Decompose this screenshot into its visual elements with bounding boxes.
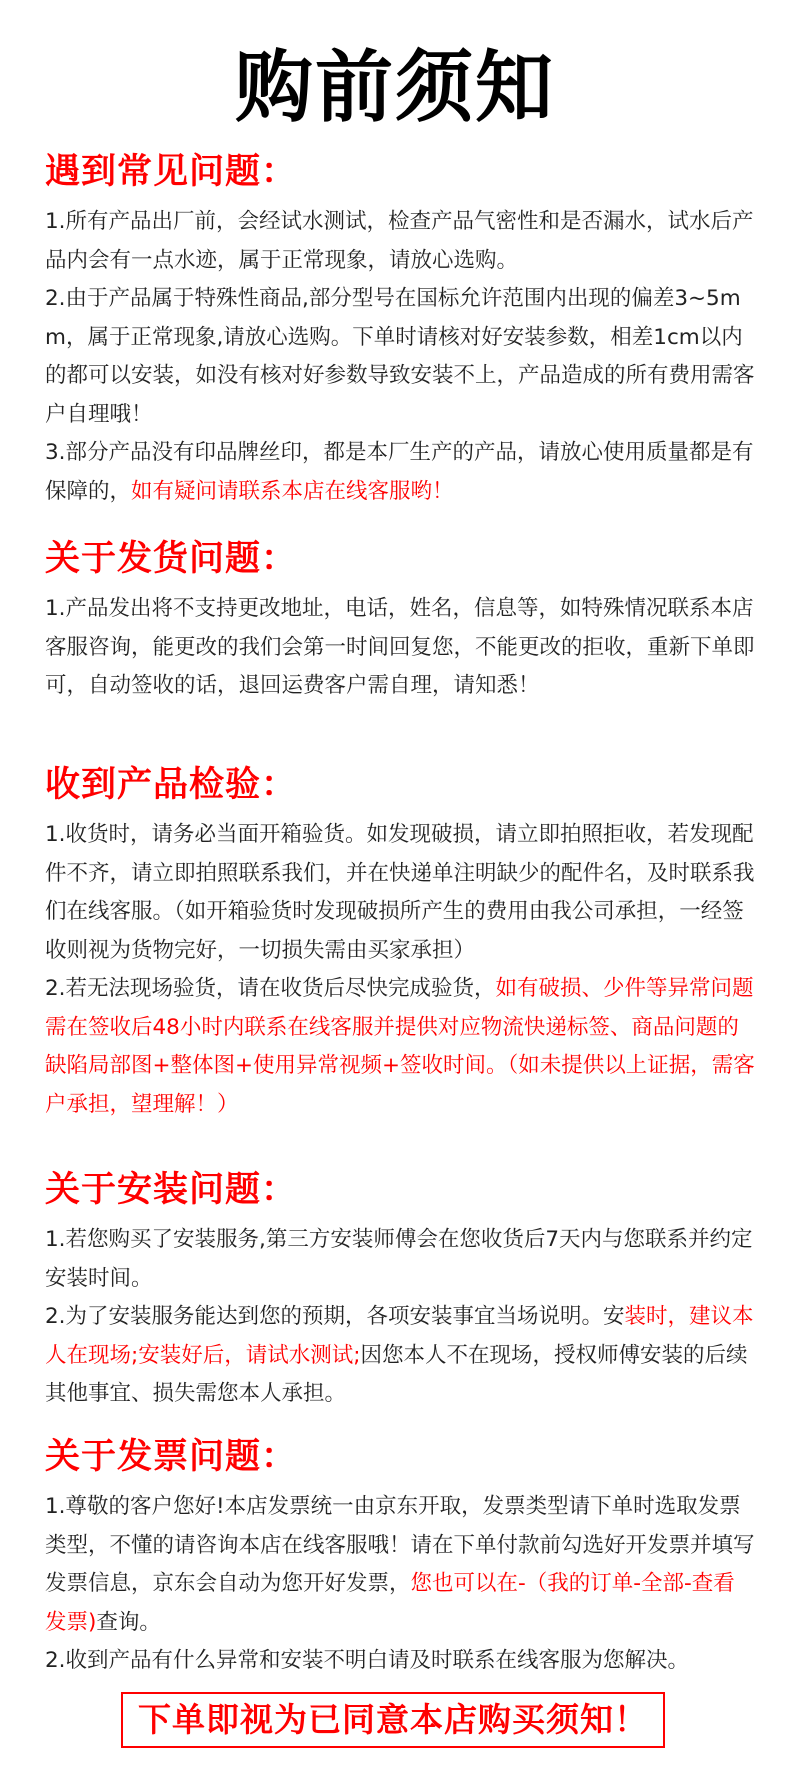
footer-notice: 下单即视为已同意本店购买须知！: [138, 1700, 648, 1739]
paragraph-text: 2.若无法现场验货，请在收货后尽快完成验货，: [45, 976, 496, 1001]
paragraph: [45, 816, 755, 970]
paragraph: [45, 970, 755, 1124]
page-title: 购前须知: [234, 43, 555, 133]
paragraph-tail-text: 查询。: [96, 1609, 161, 1635]
section-common-issues: [45, 150, 755, 511]
paragraph-text: 2.为了安装服务能达到您的预期，各项安装事宜当场说明。安: [45, 1304, 625, 1329]
paragraph-text: 1.所有产品出厂前，会经试水测试，检查产品气密性和是否漏水，试水后产品内会有一点水迹，属于正常现象，请放心选购。: [45, 209, 754, 273]
highlight-text: 如有破损、少件等异常问题需在签收后48小时内联系在线客服并提供对应物流快递标签、商品问题的缺陷局部图+整体图+使用异常视频+签收时间。（如未提供以上证据，需客户承担，望理解！）: [45, 976, 755, 1117]
paragraph: [45, 1298, 755, 1414]
section-heading: 关于安装问题：: [45, 1170, 298, 1210]
section-heading: 关于发货问题：: [45, 539, 298, 579]
section-shipping: [45, 537, 755, 706]
paragraph: [45, 1642, 755, 1681]
paragraph: [45, 590, 755, 706]
paragraph: [45, 1221, 755, 1298]
footer-notice-box: [121, 1692, 665, 1748]
paragraph-tail-text: 因您本人不在现场，授权师傅安装的后续其他事宜、损失需您本人承担。: [45, 1342, 748, 1406]
paragraph-text: 1.若您购买了安装服务,第三方安装师傅会在您收货后7天内与您联系并约定安装时间。: [45, 1227, 753, 1291]
highlight-text: 您也可以在-（我的订单-全部-查看发票): [45, 1571, 735, 1635]
paragraph-text: 2.收到产品有什么异常和安装不明白请及时联系在线客服为您解决。: [45, 1648, 690, 1673]
paragraph-text: 1.尊敬的客户您好!本店发票统一由京东开取，发票类型请下单时选取发票类型，不懂的请咨询本店在线客服哦！请在下单付款前勾选好开发票并填写发票信息，京东会自动为您开好发票，: [45, 1494, 755, 1596]
paragraph: [45, 280, 755, 434]
paragraph-text: 1.收货时，请务必当面开箱验货。如发现破损，请立即拍照拒收，若发现配件不齐，请立即拍照联系我们，并在快递单注明缺少的配件名，及时联系我们在线客服。（如开箱验货时发现破损所产生的费用由我公司承担，一经签收则视为货物完好，一切损失需由买家承担）: [45, 822, 755, 963]
paragraph: [45, 1488, 755, 1642]
highlight-text: 装时，建议本人在现场;安装好后，请试水测试;: [45, 1304, 754, 1368]
highlight-text: 如有疑问请联系本店在线客服哟！: [131, 478, 454, 504]
paragraph-text: 2.由于产品属于特殊性商品,部分型号在国标允许范围内出现的偏差3~5mm，属于正常现象,请放心选购。下单时请核对好安装参数，相差1cm以内的都可以安装，如没有核对好参数导致安装不上，产品造成的所有费用需客户自理哦！: [45, 286, 755, 427]
section-invoice: [45, 1435, 755, 1681]
section-heading: 关于发票问题：: [45, 1437, 298, 1477]
paragraph: [45, 434, 755, 511]
paragraph-text: 3.部分产品没有印品牌丝印，都是本厂生产的产品，请放心使用质量都是有保障的，: [45, 440, 754, 504]
section-installation: [45, 1168, 755, 1414]
paragraph-text: 1.产品发出将不支持更改地址，电话，姓名，信息等，如特殊情况联系本店客服咨询，能更改的我们会第一时间回复您，不能更改的拒收，重新下单即可，自动签收的话，退回运费客户需自理，请知悉！: [45, 596, 755, 698]
section-inspection: [45, 763, 755, 1124]
section-heading: 遇到常见问题：: [45, 152, 298, 192]
section-heading: 收到产品检验：: [45, 765, 298, 805]
paragraph: [45, 203, 755, 280]
